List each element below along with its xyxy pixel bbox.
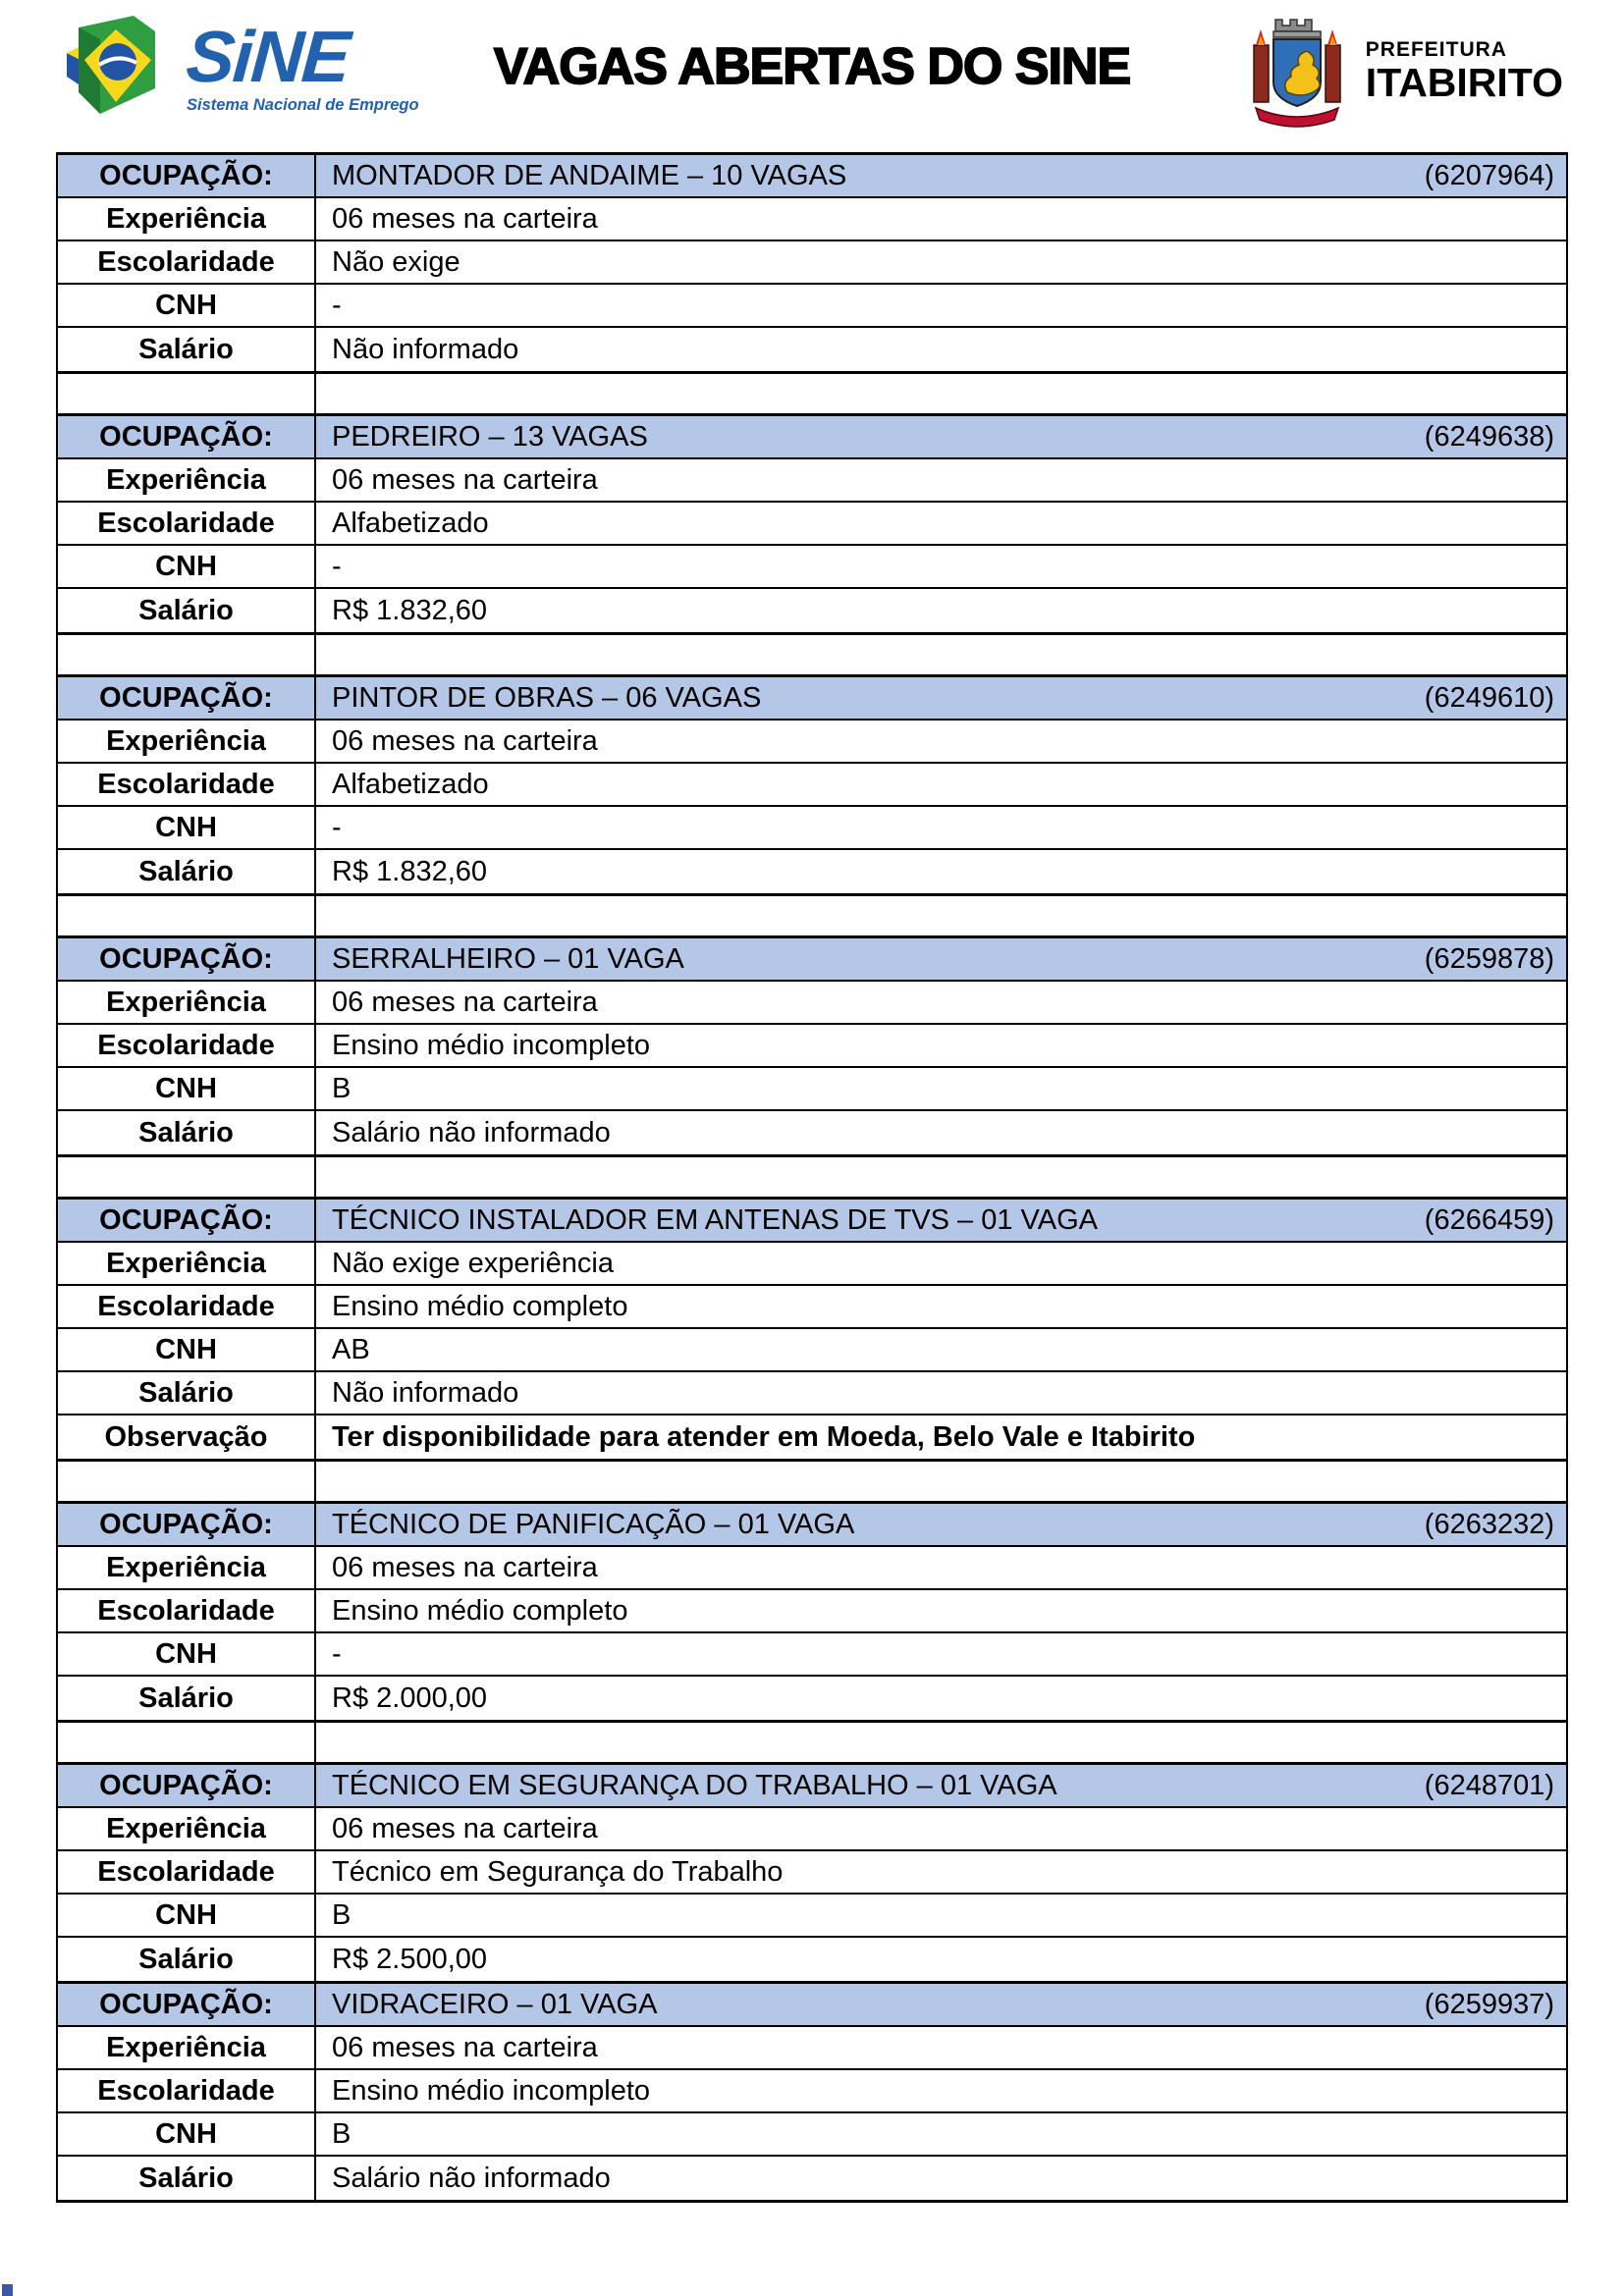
row-label: OCUPAÇÃO: [58, 677, 316, 719]
experience-row [58, 1808, 1566, 1851]
row-label: CNH [58, 1633, 316, 1675]
row-label: CNH [58, 1895, 316, 1936]
spacer-label-cell [58, 1157, 316, 1197]
spacer-row [58, 1462, 1566, 1501]
experience-row [58, 1243, 1566, 1286]
row-label: Experiência [58, 1243, 316, 1284]
row-label: CNH [58, 1068, 316, 1109]
job-block [58, 1197, 1566, 1462]
spacer-label-cell [58, 374, 316, 413]
job-block [58, 674, 1566, 896]
spacer-label-cell [58, 635, 316, 674]
row-value: B [332, 1072, 352, 1104]
salary-row [58, 1111, 1566, 1154]
education-row [58, 241, 1566, 285]
row-value: - [332, 550, 342, 582]
spacer-value-cell [316, 1157, 1566, 1197]
row-label: CNH [58, 546, 316, 587]
experience-row [58, 459, 1566, 503]
itabirito-logo-text [1366, 39, 1563, 103]
row-value: 06 meses na carteira [332, 202, 598, 235]
itabirito-prefeitura-label: PREFEITURA [1365, 37, 1507, 61]
row-label: Experiência [58, 2027, 316, 2068]
row-label: OCUPAÇÃO: [58, 1984, 316, 2025]
row-label: OCUPAÇÃO: [58, 938, 316, 980]
occupation-code: (6248701) [1424, 1769, 1554, 1801]
occupation-code: (6259937) [1424, 1988, 1554, 2020]
row-value: - [332, 1637, 342, 1670]
salary-row [58, 850, 1566, 893]
education-row [58, 2070, 1566, 2113]
spacer-label-cell [58, 1723, 316, 1762]
education-row [58, 764, 1566, 807]
occupation-row [58, 938, 1566, 982]
row-label: CNH [58, 285, 316, 326]
row-value: 06 meses na carteira [332, 1551, 598, 1583]
row-value: 06 meses na carteira [332, 986, 598, 1018]
sine-tagline: Sistema Nacional de Emprego [187, 96, 419, 114]
spacer-row [58, 374, 1566, 413]
occupation-row [58, 677, 1566, 721]
page-corner-fragment [2, 2284, 13, 2296]
occupation-title: MONTADOR DE ANDAIME – 10 VAGAS [332, 159, 847, 191]
spacer-row [58, 635, 1566, 674]
row-value [316, 1765, 1566, 1806]
experience-row [58, 1547, 1566, 1590]
cnh-row [58, 285, 1566, 328]
job-block [58, 413, 1566, 635]
row-label: Escolaridade [58, 503, 316, 544]
row-label: Salário [58, 328, 316, 371]
row-label: Salário [58, 589, 316, 632]
row-label: CNH [58, 2113, 316, 2155]
row-label: Salário [58, 1677, 316, 1720]
row-label: OCUPAÇÃO: [58, 1504, 316, 1545]
itabirito-coat-of-arms-icon [1244, 10, 1350, 132]
spacer-row [58, 1723, 1566, 1762]
occupation-title: VIDRACEIRO – 01 VAGA [332, 1988, 658, 2020]
occupation-code: (6266459) [1424, 1203, 1554, 1236]
row-value: Não exige experiência [332, 1247, 614, 1279]
cnh-row [58, 2113, 1566, 2157]
row-label: Experiência [58, 1547, 316, 1588]
experience-row [58, 721, 1566, 764]
job-block [58, 935, 1566, 1157]
row-value: R$ 2.500,00 [332, 1943, 488, 1975]
row-value: - [332, 289, 342, 321]
page-title: VAGAS ABERTAS DO SINE [493, 38, 1131, 95]
salary-row [58, 589, 1566, 632]
spacer-value-cell [316, 1723, 1566, 1762]
spacer-row [58, 896, 1566, 935]
row-label: CNH [58, 1329, 316, 1370]
cnh-row [58, 1068, 1566, 1111]
row-label: Salário [58, 2157, 316, 2200]
row-value: 06 meses na carteira [332, 463, 598, 496]
row-label: Escolaridade [58, 1851, 316, 1893]
education-row [58, 1851, 1566, 1895]
spacer-value-cell [316, 635, 1566, 674]
job-block [58, 1762, 1566, 1984]
occupation-title: PINTOR DE OBRAS – 06 VAGAS [332, 681, 762, 714]
row-label: OCUPAÇÃO: [58, 1200, 316, 1241]
row-value: Ensino médio completo [332, 1594, 628, 1627]
itabirito-logo [1244, 10, 1563, 132]
row-value [316, 938, 1566, 980]
experience-row [58, 2027, 1566, 2070]
spacer-label-cell [58, 1462, 316, 1501]
experience-row [58, 198, 1566, 241]
occupation-row [58, 1765, 1566, 1808]
occupation-row [58, 1984, 1566, 2027]
salary-row [58, 1677, 1566, 1720]
row-value: Técnico em Segurança do Trabalho [332, 1855, 784, 1888]
row-label: Observação [58, 1415, 316, 1459]
cnh-row [58, 807, 1566, 850]
occupation-row [58, 155, 1566, 198]
job-block [58, 1501, 1566, 1723]
cnh-row [58, 546, 1566, 589]
row-label: Experiência [58, 459, 316, 501]
salary-row [58, 328, 1566, 371]
salary-row [58, 1372, 1566, 1415]
row-value: 06 meses na carteira [332, 724, 598, 757]
row-value: Não exige [332, 245, 460, 278]
spacer-row [58, 1157, 1566, 1197]
cnh-row [58, 1895, 1566, 1938]
occupation-row [58, 416, 1566, 459]
row-value: R$ 2.000,00 [332, 1682, 488, 1714]
row-label: Experiência [58, 1808, 316, 1849]
occupation-code: (6249610) [1424, 681, 1554, 714]
row-label: Escolaridade [58, 1286, 316, 1327]
row-value [316, 1504, 1566, 1545]
row-value [316, 1200, 1566, 1241]
spacer-value-cell [316, 374, 1566, 413]
row-value [316, 416, 1566, 457]
education-row [58, 1286, 1566, 1329]
document-header [0, 0, 1624, 147]
row-value: Ensino médio completo [332, 1290, 628, 1322]
experience-row [58, 982, 1566, 1025]
occupation-code: (6207964) [1424, 159, 1554, 191]
spacer-value-cell [316, 896, 1566, 935]
row-value: Ter disponibilidade para atender em Moeda, Belo Vale e Itabirito [332, 1420, 1196, 1453]
occupation-row [58, 1200, 1566, 1243]
spacer-value-cell [316, 1462, 1566, 1501]
row-label: Escolaridade [58, 241, 316, 283]
row-label: Experiência [58, 982, 316, 1023]
row-value: Salário não informado [332, 2162, 611, 2194]
row-value: B [332, 1898, 352, 1931]
row-label: Escolaridade [58, 2070, 316, 2111]
row-value: Ensino médio incompleto [332, 2074, 651, 2107]
cnh-row [58, 1329, 1566, 1372]
row-label: Salário [58, 850, 316, 893]
education-row [58, 1590, 1566, 1633]
row-value: Alfabetizado [332, 768, 489, 800]
education-row [58, 503, 1566, 546]
row-value: B [332, 2117, 352, 2150]
row-label: Escolaridade [58, 1590, 316, 1631]
row-label: Experiência [58, 721, 316, 762]
occupation-row [58, 1504, 1566, 1547]
row-value: Ensino médio incompleto [332, 1029, 651, 1061]
occupation-code: (6249638) [1424, 420, 1554, 453]
row-value: R$ 1.832,60 [332, 594, 488, 626]
jobs-table [56, 152, 1568, 2203]
occupation-code: (6259878) [1424, 942, 1554, 975]
education-row [58, 1025, 1566, 1068]
row-label: OCUPAÇÃO: [58, 155, 316, 196]
row-label: Salário [58, 1938, 316, 1981]
row-value: AB [332, 1333, 370, 1365]
row-value: 06 meses na carteira [332, 2031, 598, 2063]
row-value [316, 1984, 1566, 2025]
row-label: OCUPAÇÃO: [58, 1765, 316, 1806]
row-label: Escolaridade [58, 764, 316, 805]
row-label: Salário [58, 1111, 316, 1154]
job-block [58, 152, 1566, 374]
spacer-label-cell [58, 896, 316, 935]
row-value: 06 meses na carteira [332, 1812, 598, 1844]
occupation-title: TÉCNICO INSTALADOR EM ANTENAS DE TVS – 01 VAGA [332, 1203, 1098, 1236]
row-value: Alfabetizado [332, 507, 489, 539]
row-value: Salário não informado [332, 1116, 611, 1148]
row-label: CNH [58, 807, 316, 848]
occupation-title: TÉCNICO DE PANIFICAÇÃO – 01 VAGA [332, 1508, 855, 1540]
salary-row [58, 2157, 1566, 2200]
row-label: OCUPAÇÃO: [58, 416, 316, 457]
row-value [316, 677, 1566, 719]
row-label: Escolaridade [58, 1025, 316, 1066]
occupation-title: SERRALHEIRO – 01 VAGA [332, 942, 684, 975]
occupation-title: PEDREIRO – 13 VAGAS [332, 420, 648, 453]
row-value: Não informado [332, 1376, 519, 1409]
row-value [316, 155, 1566, 196]
occupation-title: TÉCNICO EM SEGURANÇA DO TRABALHO – 01 VAGA [332, 1769, 1057, 1801]
row-value: Não informado [332, 333, 519, 365]
occupation-code: (6263232) [1424, 1508, 1554, 1540]
row-value: - [332, 811, 342, 843]
cnh-row [58, 1633, 1566, 1677]
note-row [58, 1415, 1566, 1459]
itabirito-name-label: ITABIRITO [1365, 59, 1563, 105]
salary-row [58, 1938, 1566, 1981]
row-label: Experiência [58, 198, 316, 240]
job-block [58, 1984, 1566, 2203]
sine-wordmark: SiNE [184, 16, 352, 97]
row-value: R$ 1.832,60 [332, 855, 488, 887]
row-label: Salário [58, 1372, 316, 1414]
